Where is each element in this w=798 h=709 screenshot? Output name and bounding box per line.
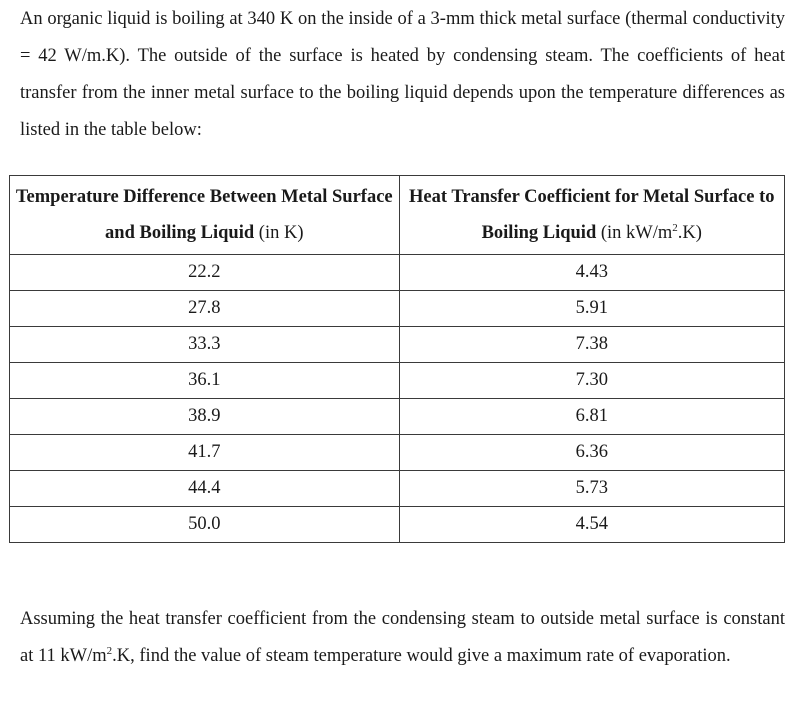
heat-transfer-coefficient-cell: 4.43 [399,255,784,291]
heat-transfer-coefficient-cell: 5.73 [399,471,784,507]
heat-transfer-coefficient-cell: 7.38 [399,327,784,363]
column-header-heat-transfer-coefficient-unit: (in $kW/m^2.K$) [600,222,702,243]
heat-transfer-coefficient-cell: 4.54 [399,507,784,543]
temperature-difference-cell: 22.2 [10,255,400,291]
column-header-heat-transfer-coefficient-label: Heat Transfer Coefficient for Metal Surface to Boiling Liquid [409,187,775,243]
temperature-difference-cell: 44.4 [10,471,400,507]
table-row [10,399,785,435]
temperature-difference-cell: 41.7 [10,435,400,471]
table-body [10,255,785,543]
temperature-difference-cell: 36.1 [10,363,400,399]
table-row [10,363,785,399]
heat-transfer-coefficient-cell: 7.30 [399,363,784,399]
column-header-temperature-difference-label: Temperature Difference Between Metal Surface and Boiling Liquid [15,187,393,243]
column-header-temperature-difference [10,176,400,255]
problem-question-paragraph: Assuming the heat transfer coefficient from the condensing steam to outside metal surface is constant at 11 $kW/m^2.K$, find the value of steam temperature would give a maximum rate of evaporation. [20,609,785,666]
table-row [10,327,785,363]
column-header-temperature-difference-unit: (in K) [258,223,304,243]
table-row [10,255,785,291]
temperature-difference-cell: 33.3 [10,327,400,363]
temperature-difference-cell: 38.9 [10,399,400,435]
table-row [10,291,785,327]
temperature-difference-cell: 50.0 [10,507,400,543]
heat-transfer-coefficient-cell: 6.36 [399,435,784,471]
table-row [10,507,785,543]
table-header-row [10,176,785,255]
table-row [10,471,785,507]
heat-transfer-coefficient-cell: 6.81 [399,399,784,435]
boiling-data-table [9,175,785,543]
temperature-difference-cell: 27.8 [10,291,400,327]
table-row [10,435,785,471]
problem-intro-paragraph: An organic liquid is boiling at 340 K on the inside of a 3-mm thick metal surface (thermal conductivity = 42 W/m.K). The outside of the surface is heated by condensing steam. The coefficients of heat transfer from the inner metal surface to the boiling liquid depends upon the temperature differences as listed in the table below: [20,9,785,140]
column-header-heat-transfer-coefficient [399,176,784,255]
heat-transfer-coefficient-cell: 5.91 [399,291,784,327]
